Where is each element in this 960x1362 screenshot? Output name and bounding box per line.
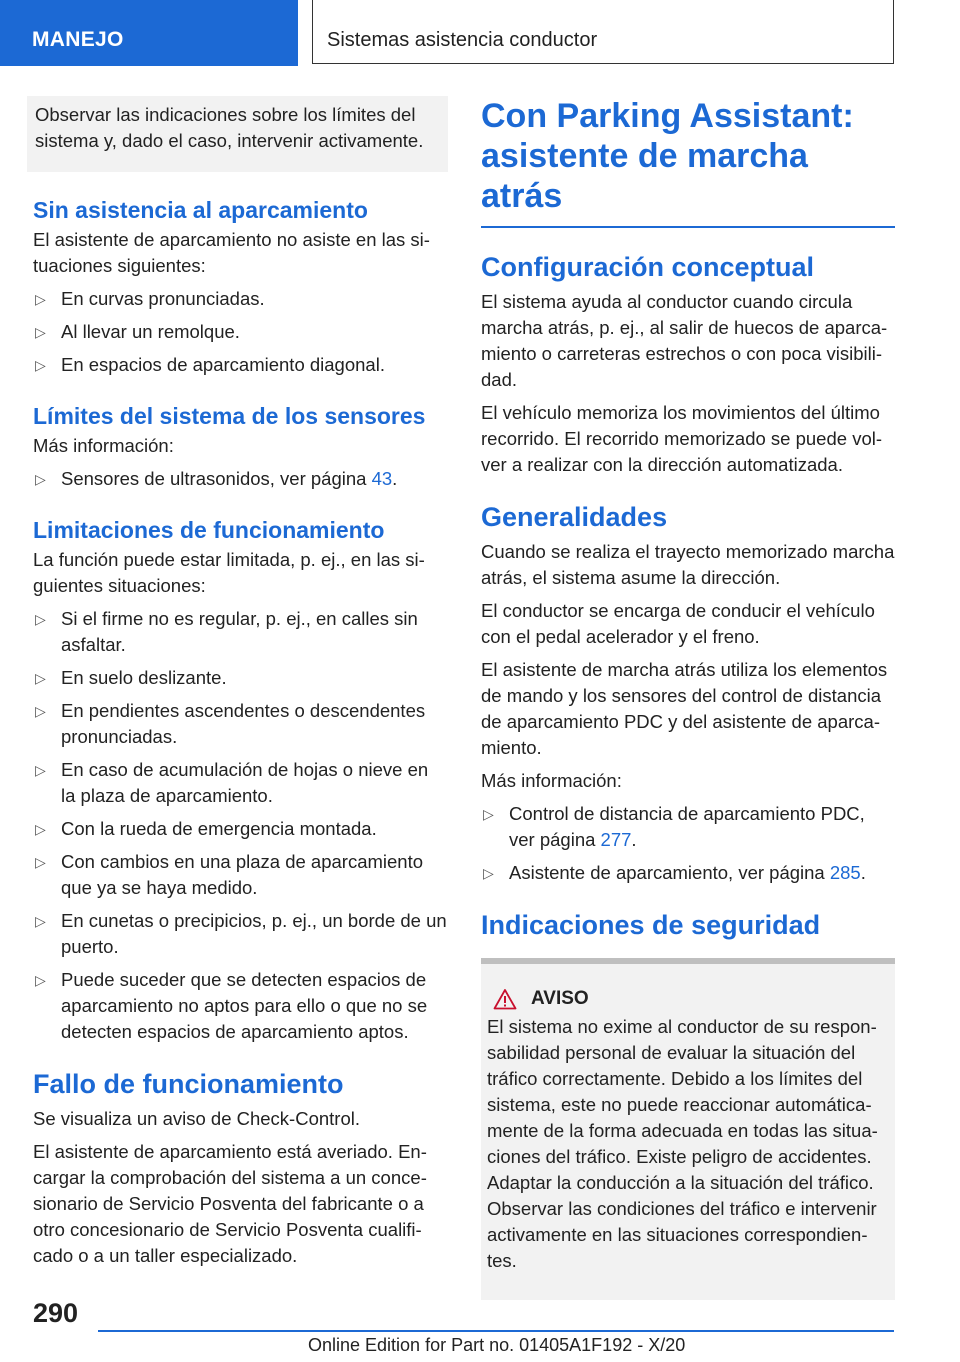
paragraph: Cuando se realiza el trayecto memorizado marcha atrás, el sistema asume la dirección. — [481, 541, 895, 588]
heading-generalidades: Generalidades — [481, 502, 668, 532]
list-item: ▷ En curvas pronunciadas. — [33, 286, 447, 312]
heading-configuracion: Configuración conceptual — [481, 252, 815, 282]
list-item: ▷ En caso de acumulación de hojas o nieve en la plaza de aparcamiento. — [35, 759, 429, 806]
left-column — [33, 96, 447, 1276]
list-item: ▷ Asistente de aparcamiento, ver página 285. — [481, 860, 895, 886]
triangle-bullet-icon: ▷ — [35, 324, 46, 340]
triangle-bullet-icon: ▷ — [35, 762, 46, 778]
heading-fallo: Fallo de funcionamiento — [33, 1069, 344, 1099]
triangle-bullet-icon: ▷ — [35, 670, 46, 686]
warning-box — [481, 958, 895, 1300]
heading-limites: Límites del sistema de los sensores — [33, 403, 426, 429]
section-title: MANEJO — [32, 28, 124, 51]
list-item: ▷ Al llevar un remolque. — [33, 319, 447, 345]
list-item: ▷ Con la rueda de emergencia montada. — [33, 816, 447, 842]
list-generalidades — [481, 801, 895, 886]
triangle-bullet-icon: ▷ — [35, 913, 46, 929]
triangle-bullet-icon: ▷ — [35, 471, 46, 487]
note-box: Observar las indicaciones sobre los límites del sistema y, dado el caso, intervenir activamente. — [27, 96, 448, 172]
list-item: ▷ Con cambios en una plaza de aparcamiento que ya se haya medido. — [35, 851, 424, 898]
page-link-43[interactable]: 43 — [371, 468, 393, 489]
paragraph: El asistente de aparcamiento está averiado. Encargar la comprobación del sistema a un concesionario de Servicio Posventa del fabricante o a otro concesionario de Servicio Posventa cualificado o a un taller especializado. — [33, 1141, 427, 1266]
triangle-bullet-icon: ▷ — [35, 703, 46, 719]
right-column — [481, 96, 895, 1300]
list-item: ▷ En espacios de aparcamiento diagonal. — [33, 352, 447, 378]
footer-divider — [98, 1330, 894, 1332]
list-item: ▷ Control de distancia de aparcamiento PDC, ver página 277. — [483, 803, 865, 850]
paragraph: El asistente de aparcamiento no asiste en las situaciones siguientes: — [33, 229, 430, 276]
list-item: ▷ En suelo deslizante. — [33, 665, 447, 691]
triangle-bullet-icon: ▷ — [35, 854, 46, 870]
paragraph: El conductor se encarga de conducir el vehículo con el pedal acelerador y el freno. — [481, 600, 875, 647]
triangle-bullet-icon: ▷ — [483, 806, 494, 822]
paragraph: El sistema ayuda al conductor cuando circula marcha atrás, p. ej., al salir de huecos de aparcamiento o carreteras estrechos o con poca visibilidad. — [481, 291, 888, 390]
list-item: ▷ Sensores de ultrasonidos, ver página 43. — [33, 466, 447, 492]
warning-header — [493, 988, 887, 1010]
list-item: ▷ Puede suceder que se detecten espacios de aparcamiento no aptos para ello o que no se detecten espacios de aparcamiento aptos. — [35, 969, 428, 1042]
paragraph: Más información: — [33, 435, 174, 456]
footer-edition: Online Edition for Part no. 01405A1F192 - X/20 — [308, 1335, 686, 1355]
heading-sin-asistencia: Sin asistencia al aparcamiento — [33, 197, 368, 223]
list-item: ▷ En pendientes ascendentes o descendentes pronunciadas. — [35, 700, 426, 747]
paragraph: Más información: — [481, 770, 622, 791]
main-heading: Con Parking Assistant: asistente de marcha atrás — [481, 96, 895, 228]
list-item: ▷ En cunetas o precipicios, p. ej., un borde de un puerto. — [35, 910, 447, 957]
paragraph: El asistente de marcha atrás utiliza los elementos de mando y los sensores del control de distancia de aparcamiento PDC y del asistente de aparcamiento. — [481, 659, 888, 758]
page-link-277[interactable]: 277 — [600, 829, 632, 850]
paragraph: El vehículo memoriza los movimientos del último recorrido. El recorrido memorizado se puede volver a realizar con la dirección automatizada. — [481, 402, 883, 475]
list-limitaciones — [33, 606, 447, 1045]
chapter-header — [312, 0, 894, 64]
heading-limitaciones: Limitaciones de funcionamiento — [33, 517, 385, 543]
paragraph: Se visualiza un aviso de Check-Control. — [33, 1108, 360, 1129]
page-number: 290 — [33, 1298, 79, 1328]
triangle-bullet-icon: ▷ — [483, 865, 494, 881]
triangle-bullet-icon: ▷ — [35, 357, 46, 373]
section-tab — [0, 0, 298, 66]
triangle-bullet-icon: ▷ — [35, 611, 46, 627]
triangle-bullet-icon: ▷ — [35, 972, 46, 988]
list-item: ▷ Si el firme no es regular, p. ej., en calles sin asfaltar. — [35, 608, 418, 655]
page-link-285[interactable]: 285 — [829, 862, 861, 883]
triangle-bullet-icon: ▷ — [35, 291, 46, 307]
warning-text: El sistema no exime al conductor de su responsabilidad personal de evaluar la situación del tráfico correctamente. Debido a los límites del sistema, este no puede reaccionar automáticamente de la forma adecuada en todas las situaciones del tráfico. Existe peligro de accidentes. Adaptar la conducción a la situación del tráfico. Observar las condiciones del tráfico e intervenir activamente en las situaciones correspondientes. — [487, 1016, 878, 1271]
warning-triangle-icon — [493, 988, 517, 1010]
chapter-title: Sistemas asistencia conductor — [327, 29, 598, 51]
list-limites — [33, 466, 447, 492]
paragraph: La función puede estar limitada, p. ej., en las siguientes situaciones: — [33, 549, 425, 596]
list-sin-asistencia — [33, 286, 447, 378]
heading-seguridad: Indicaciones de seguridad — [481, 910, 821, 940]
triangle-bullet-icon: ▷ — [35, 821, 46, 837]
warning-label: AVISO — [531, 988, 589, 1009]
